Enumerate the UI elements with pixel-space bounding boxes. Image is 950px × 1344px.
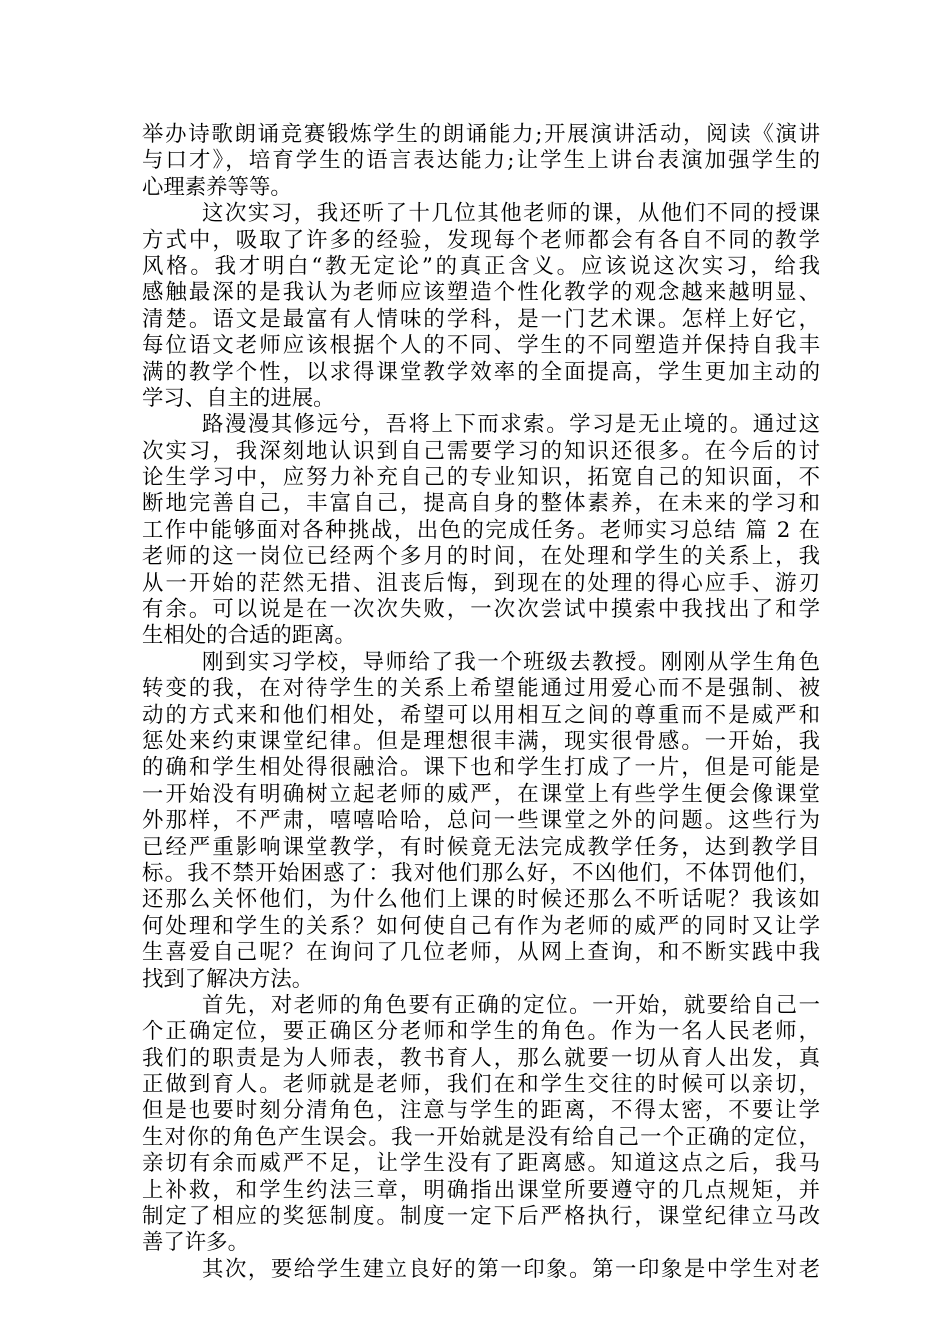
text-line: 善了许多。 [142,1230,249,1256]
text-line: 还那么关怀他们，为什么他们上课的时候还那么不听话呢？我该如 [142,887,820,913]
text-line: 制定了相应的奖惩制度。制度一定下后严格执行，课堂纪律立马改 [142,1204,820,1230]
body-text [142,122,820,1283]
text-line: 方式中，吸取了许多的经验，发现每个老师都会有各自不同的教学 [142,227,820,253]
text-line: 老师的这一岗位已经两个多月的时间，在处理和学生的关系上，我 [142,544,820,570]
text-line: 断地完善自己，丰富自己，提高自身的整体素养，在未来的学习和 [142,491,820,517]
text-line: 生相处的合适的距离。 [142,623,356,649]
text-line: 感触最深的是我认为老师应该塑造个性化教学的观念越来越明显、 [142,280,820,306]
text-line: 外那样，不严肃，嘻嘻哈哈，总问一些课堂之外的问题。这些行为 [142,808,820,834]
text-line: 一开始没有明确树立起老师的威严，在课堂上有些学生便会像课堂 [142,781,820,807]
text-line: 我们的职责是为人师表，教书育人，那么就要一切从育人出发，真 [142,1045,820,1071]
text-line: 生喜爱自己呢？在询问了几位老师，从网上查询，和不断实践中我 [142,940,820,966]
text-line: 论生学习中，应努力补充自己的专业知识，拓宽自己的知识面，不 [142,465,820,491]
text-line: 有余。可以说是在一次次失败，一次次尝试中摸索中我找出了和学 [142,597,820,623]
text-line: 转变的我，在对待学生的关系上希望能通过用爱心而不是强制、被 [142,676,820,702]
text-line: 举办诗歌朗诵竞赛锻炼学生的朗诵能力;开展演讲活动，阅读《演讲 [142,122,820,147]
text-line: 动的方式来和他们相处，希望可以用相互之间的尊重而不是威严和 [142,702,820,728]
paragraph-first-line: 路漫漫其修远兮，吾将上下而求索。学习是无止境的。通过这 [202,412,820,438]
text-line: 学习、自主的进展。 [142,385,335,411]
text-line: 找到了解决方法。 [142,966,314,992]
text-line: 上补救，和学生约法三章，明确指出课堂所要遵守的几点规矩，并 [142,1177,820,1203]
text-line: 已经严重影响课堂教学，有时候竟无法完成教学任务，达到教学目 [142,834,820,860]
paragraph-first-line: 这次实习，我还听了十几位其他老师的课，从他们不同的授课 [202,201,820,227]
paragraph-first-line: 其次，要给学生建立良好的第一印象。第一印象是中学生对老 [202,1256,820,1282]
text-line: 生对你的角色产生误会。我一开始就是没有给自己一个正确的定位， [142,1124,820,1150]
text-line: 亲切有余而威严不足，让学生没有了距离感。知道这点之后，我马 [142,1151,820,1177]
text-line: 个正确定位，要正确区分老师和学生的角色。作为一名人民老师， [142,1019,820,1045]
text-line: 满的教学个性，以求得课堂教学效率的全面提高，学生更加主动的 [142,359,820,385]
text-line: 从一开始的茫然无措、沮丧后悔，到现在的处理的得心应手、游刃 [142,570,820,596]
text-line: 正做到育人。老师就是老师，我们在和学生交往的时候可以亲切， [142,1072,820,1098]
paragraph-first-line: 刚到实习学校，导师给了我一个班级去教授。刚刚从学生角色 [202,649,820,675]
text-line: 心理素养等等。 [142,174,292,200]
text-line: 清楚。语文是最富有人情味的学科，是一门艺术课。怎样上好它， [142,306,820,332]
text-line: 的确和学生相处得很融洽。课下也和学生打成了一片，但是可能是 [142,755,820,781]
text-line: 次实习，我深刻地认识到自己需要学习的知识还很多。在今后的讨 [142,438,820,464]
text-line: 与口才》，培育学生的语言表达能力;让学生上讲台表演加强学生的 [142,148,820,174]
text-line: 风格。我才明白“教无定论”的真正含义。应该说这次实习，给我 [142,253,820,279]
text-line: 何处理和学生的关系？如何使自己有作为老师的威严的同时又让学 [142,913,820,939]
text-line: 惩处来约束课堂纪律。但是理想很丰满，现实很骨感。一开始，我 [142,728,820,754]
text-line: 每位语文老师应该根据个人的不同、学生的不同塑造并保持自我丰 [142,333,820,359]
paragraph-first-line: 首先，对老师的角色要有正确的定位。一开始，就要给自己一 [202,992,820,1018]
text-line: 标。我不禁开始困惑了：我对他们那么好，不凶他们，不体罚他们， [142,860,820,886]
text-line: 但是也要时刻分清角色，注意与学生的距离，不得太密，不要让学 [142,1098,820,1124]
text-line: 工作中能够面对各种挑战，出色的完成任务。老师实习总结 篇 2 在 [142,517,820,543]
